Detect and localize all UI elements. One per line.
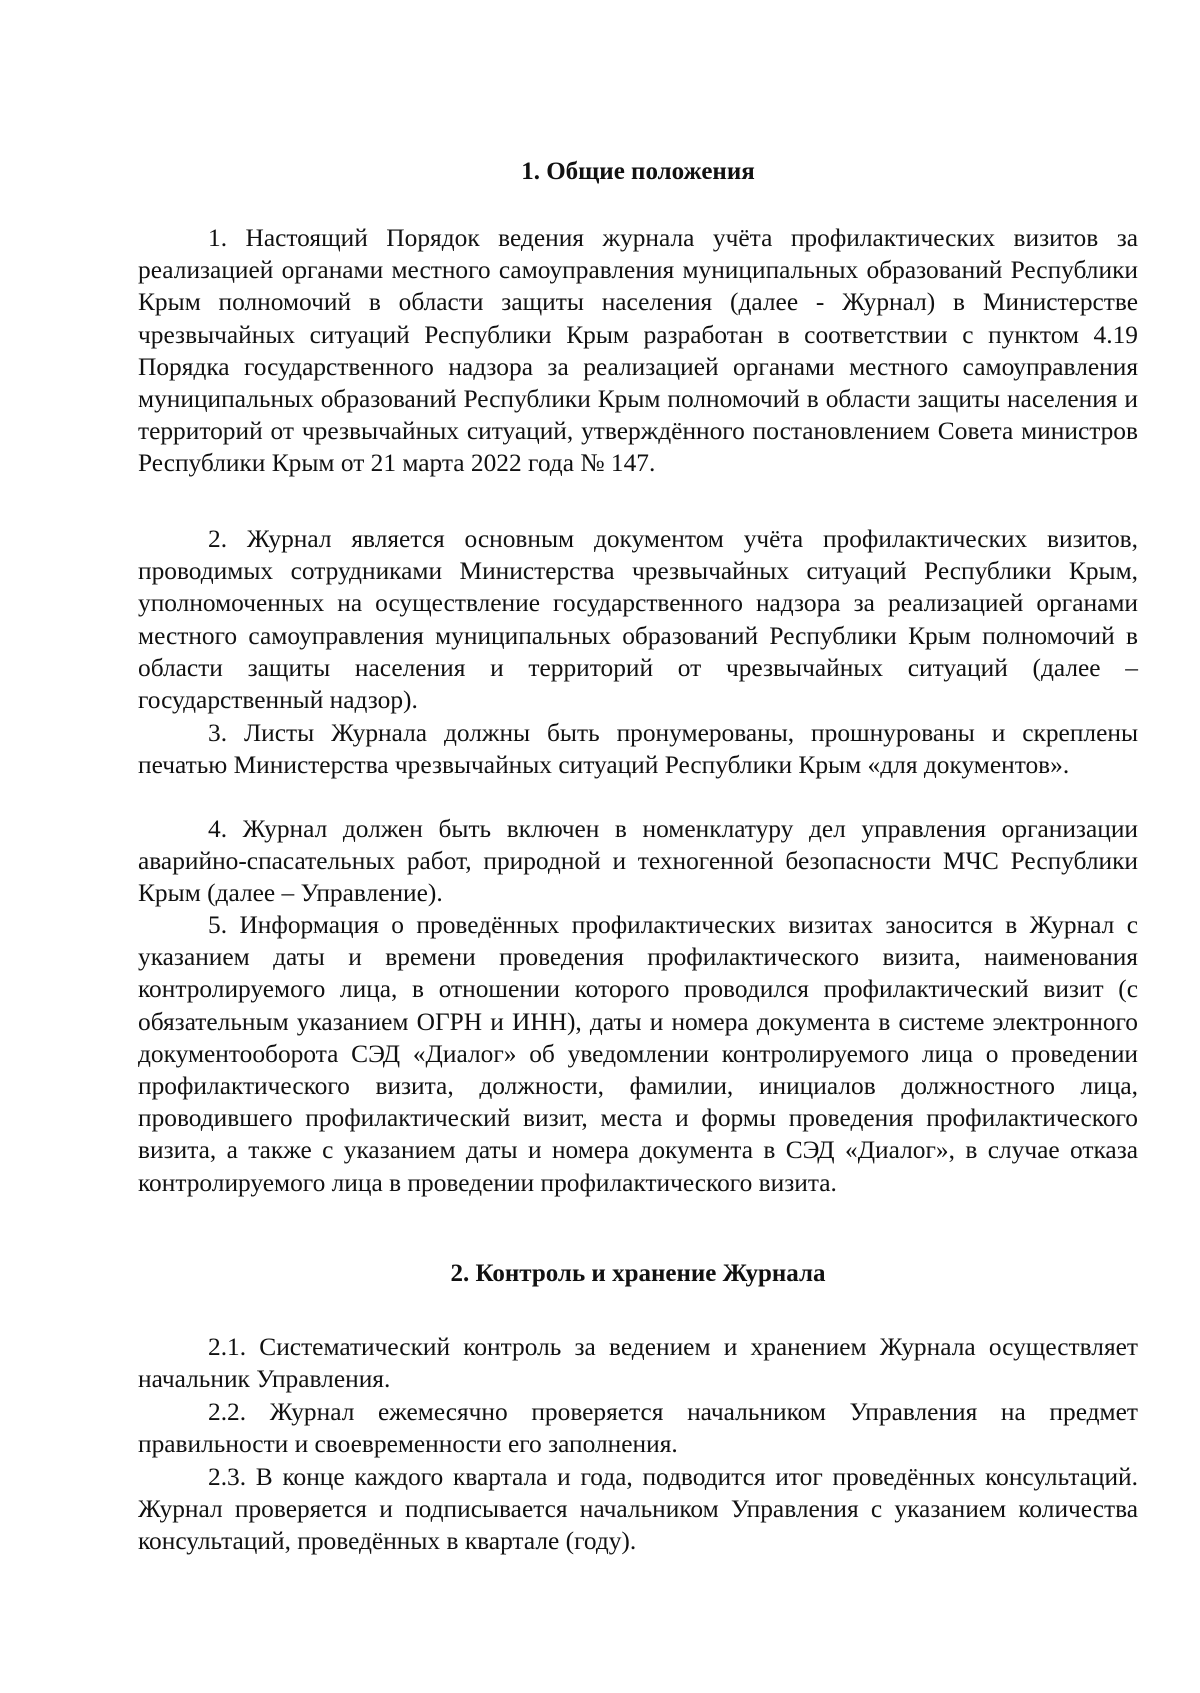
section-1-paragraph-4: 4. Журнал должен быть включен в номенклатуру дел управления организации аварийно-спасательных работ, природной и техногенной безопасности МЧС Республики Крым (далее – Управление). — [138, 815, 1138, 908]
section-1-paragraph-1: 1. Настоящий Порядок ведения журнала учёта профилактических визитов за реализацией органами местного самоуправления муниципальных образований Республики Крым полномочий в области защиты населения (далее - Журнал) в Министерстве чрезвычайных ситуаций Республики Крым разработан в соответствии с пунктом 4.19 Порядка государственного надзора за реализацией органами местного самоуправления муниципальных образований Республики Крым полномочий в области защиты населения и территорий от чрезвычайных ситуаций, утверждённого постановлением Совета министров Республики Крым от 21 марта 2022 года № 147. — [138, 224, 1138, 478]
section-1-paragraph-5: 5. Информация о проведённых профилактических визитах заносится в Журнал с указанием даты и времени проведения профилактического визита, наименования контролируемого лица, в отношении которого проводился профилактический визит (с обязательным указанием ОГРН и ИНН), даты и номера документа в системе электронного документооборота СЭД «Диалог» об уведомлении контролируемого лица о проведении профилактического визита, должности, фамилии, инициалов должностного лица, проводившего профилактический визит, места и формы проведения профилактического визита, а также с указанием даты и номера документа в СЭД «Диалог», в случае отказа контролируемого лица в проведении профилактического визита. — [138, 911, 1138, 1197]
section-1-paragraph-3: 3. Листы Журнала должны быть пронумерованы, прошнурованы и скреплены печатью Министерства чрезвычайных ситуаций Республики Крым «для документов». — [138, 719, 1138, 780]
section-2-heading: 2. Контроль и хранение Журнала — [450, 1260, 826, 1287]
section-2-paragraph-1: 2.1. Систематический контроль за ведением и хранением Журнала осуществляет начальник Управления. — [138, 1333, 1138, 1394]
section-2-paragraph-2: 2.2. Журнал ежемесячно проверяется начальником Управления на предмет правильности и своевременности его заполнения. — [138, 1398, 1138, 1459]
section-1-paragraph-2: 2. Журнал является основным документом учёта профилактических визитов, проводимых сотрудниками Министерства чрезвычайных ситуаций Республики Крым, уполномоченных на осуществление государственного надзора за реализацией органами местного самоуправления муниципальных образований Республики Крым полномочий в области защиты населения и территорий от чрезвычайных ситуаций (далее – государственный надзор). — [138, 525, 1138, 715]
section-1-heading: 1. Общие положения — [521, 158, 755, 185]
section-2-paragraph-3: 2.3. В конце каждого квартала и года, подводится итог проведённых консультаций. Журнал проверяется и подписывается начальником Управления с указанием количества консультаций, проведённых в квартале (году). — [138, 1463, 1138, 1556]
